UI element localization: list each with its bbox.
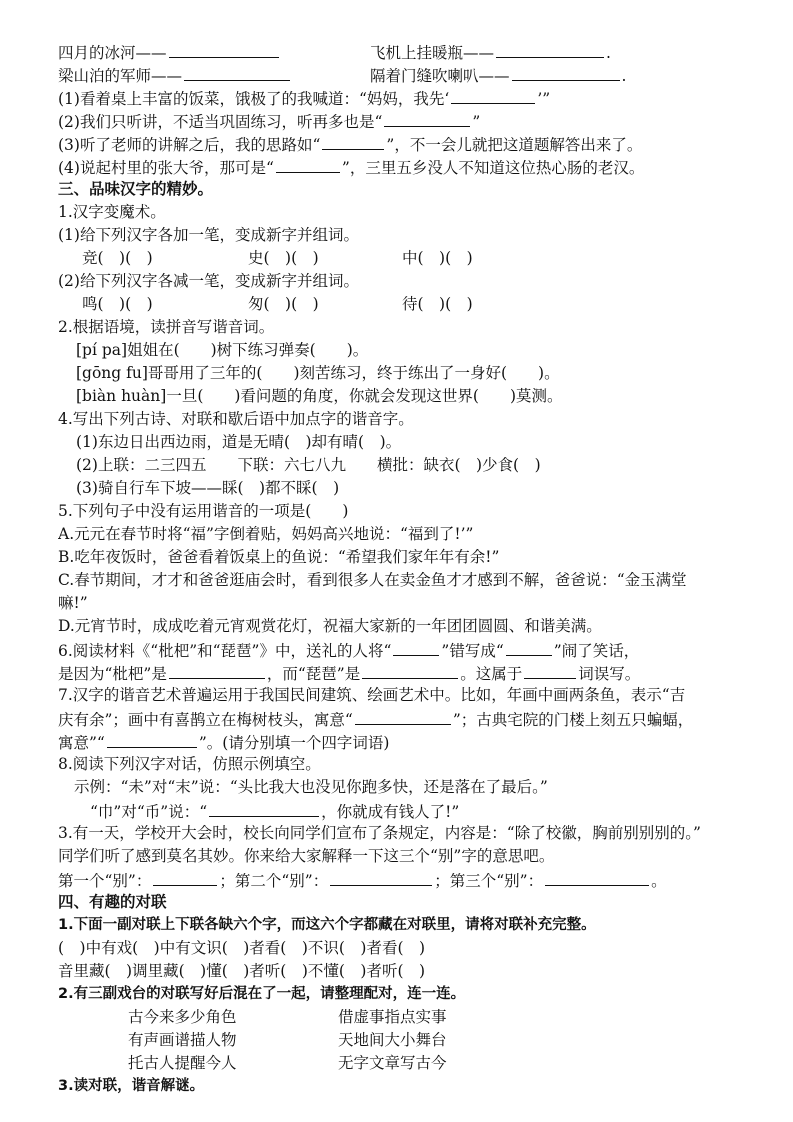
pair-right-2: 隔着门缝吹喇叭—— <box>370 67 510 85</box>
answer-blank[interactable] <box>362 661 458 679</box>
q7-text: 寓意”“ <box>58 734 105 752</box>
sentence-text: (3)听了老师的讲解之后，我的思路如“ <box>58 136 321 154</box>
answer-blank[interactable] <box>322 132 384 150</box>
q7-line-1: 7.汉字的谐音艺术普遍运用于我国民间建筑、绘画艺术中。比如，年画中画两条鱼，表示“吉 <box>58 686 686 704</box>
match-right-item[interactable]: 天地间大小舞台 <box>338 1031 447 1049</box>
match-right-item[interactable]: 无字文章写古今 <box>338 1054 447 1072</box>
char-item[interactable]: 史( )( ) <box>248 249 319 267</box>
q4-line-3[interactable]: (3)骑自行车下坡——睬( )都不睬( ) <box>76 479 340 497</box>
q6-text: 是因为“枇杷”是 <box>58 665 167 683</box>
q5-option-d[interactable]: D.元宵节时，成成吃着元宵观赏花灯，祝福大家新的一年团团圆圆、和谐美满。 <box>58 617 602 635</box>
q5-option-b[interactable]: B.吃年夜饭时，爸爸看着饭桌上的鱼说：“希望我们家年年有余!” <box>58 548 500 566</box>
sentence-text: ”，不一会儿就把这道题解答出来了。 <box>386 136 643 154</box>
q6-text: ，而“琵琶”是 <box>266 665 361 683</box>
char-item[interactable]: 匆( )( ) <box>248 295 319 313</box>
q1-1-items <box>58 247 753 270</box>
q1-1-instruction: (1)给下列汉字各加一笔，变成新字并组词。 <box>58 226 359 244</box>
q6-line-1 <box>58 638 753 661</box>
q6-text: ”闹了笑话， <box>553 642 640 660</box>
q6-line-2 <box>58 661 753 684</box>
q3-text: 。 <box>651 872 667 890</box>
q7-line-2 <box>58 707 753 730</box>
q3-blanks <box>58 868 753 891</box>
answer-blank[interactable] <box>384 109 470 127</box>
answer-blank[interactable] <box>524 661 576 679</box>
answer-blank[interactable] <box>169 661 265 679</box>
s4-q3-heading: 3.读对联，谐音解谜。 <box>58 1078 205 1094</box>
match-row-3 <box>58 1052 753 1075</box>
q7-text: ”；古典宅院的门楼上刻五只蝙蝠， <box>452 711 694 729</box>
q1-2-instruction: (2)给下列汉字各减一笔，变成新字并组词。 <box>58 272 359 290</box>
couplet-upper[interactable]: ( )中有戏( )中有文识( )者看( )不识( )者看( ) <box>58 939 426 957</box>
pair-left-2: 梁山泊的军师—— <box>58 67 183 85</box>
answer-blank[interactable] <box>451 86 535 104</box>
s4-q1-heading: 1.下面一副对联上下联各缺六个字，而这六个字都藏在对联里，请将对联补充完整。 <box>58 917 596 933</box>
q7-text: ”。(请分别填一个四字词语) <box>198 734 390 752</box>
sentence-text: ’” <box>537 90 551 108</box>
q2-heading: 2.根据语境，读拼音写谐音词。 <box>58 318 275 336</box>
q5-option-c-cont: 嘛!” <box>58 594 88 612</box>
match-left-item[interactable]: 古今来多少角色 <box>128 1008 237 1026</box>
char-item[interactable]: 中( )( ) <box>402 249 473 267</box>
q5-option-c[interactable]: C.春节期间，才才和爸爸逛庙会时，看到很多人在卖金鱼才才感到不解，爸爸说：“金玉满堂 <box>58 571 687 589</box>
q3-line-2: 同学们听了感到莫名其妙。你来给大家解释一下这三个“别”字的意思吧。 <box>58 847 555 865</box>
q2-line-3[interactable]: [biàn huàn]一旦( )看问题的角度，你就会发现这世界( )莫测。 <box>76 387 563 405</box>
q1-heading: 1.汉字变魔术。 <box>58 203 166 221</box>
q3-text: ；第三个“别”： <box>434 872 544 890</box>
answer-blank[interactable] <box>169 40 279 58</box>
answer-blank[interactable] <box>184 63 290 81</box>
q6-text: 6.阅读材料《“枇杷”和“琵琶”》中，送礼的人将“ <box>58 642 392 660</box>
sentence-text: (2)我们只听讲，不适当巩固练习，听再多也是“ <box>58 113 383 131</box>
match-left-item[interactable]: 有声画谱描人物 <box>128 1031 237 1049</box>
answer-blank[interactable] <box>276 155 340 173</box>
match-left-item[interactable]: 托古人提醒今人 <box>128 1054 237 1072</box>
q2-line-1[interactable]: [pí pa]姐姐在( )树下练习弹奏( )。 <box>76 341 369 359</box>
q2-line-2[interactable]: [gōng fu]哥哥用了三年的( )刻苦练习，终于练出了一身好( )。 <box>76 364 560 382</box>
q7-text: 庆有余”；画中有喜鹊立在梅树枝头，寓意“ <box>58 711 353 729</box>
answer-blank[interactable] <box>393 638 439 656</box>
answer-blank[interactable] <box>107 730 197 748</box>
q6-text: 。这属于 <box>460 665 523 683</box>
q5-option-a[interactable]: A.元元在春节时将“福”字倒着贴，妈妈高兴地说：“福到了!’” <box>58 525 474 543</box>
q3-text: ；第二个“别”： <box>219 872 329 890</box>
section-4-title: 四、有趣的对联 <box>58 893 167 911</box>
fill-sentence-1 <box>58 86 753 109</box>
sentence-text: ” <box>472 113 481 131</box>
q6-text: ”错写成“ <box>441 642 504 660</box>
answer-blank[interactable] <box>330 868 432 886</box>
answer-blank[interactable] <box>153 868 217 886</box>
sentence-text: (1)看着桌上丰富的饭菜，饿极了的我喊道：“妈妈，我先‘ <box>58 90 450 108</box>
match-row-1 <box>58 1006 753 1029</box>
q4-line-2[interactable]: (2)上联：二三四五 下联：六七八九 横批：缺衣( )少食( ) <box>76 456 541 474</box>
answer-blank[interactable] <box>512 63 620 81</box>
q8-text: “巾”对“币”说：“ <box>90 803 208 821</box>
pair-left-1: 四月的冰河—— <box>58 44 167 62</box>
pair-row-1: 四月的冰河—— 飞机上挂暖瓶—— . <box>58 40 753 63</box>
q3-text: 第一个“别”： <box>58 872 152 890</box>
q8-fill <box>90 799 753 822</box>
char-item[interactable]: 待( )( ) <box>402 295 473 313</box>
pair-right-1: 飞机上挂暖瓶—— <box>370 44 495 62</box>
q6-text: 词误写。 <box>578 665 641 683</box>
sentence-text: ”，三里五乡没人不知道这位热心肠的老汉。 <box>341 159 645 177</box>
answer-blank[interactable] <box>496 40 604 58</box>
fill-sentence-2 <box>58 109 753 132</box>
q5-heading: 5.下列句子中没有运用谐音的一项是( ) <box>58 502 349 520</box>
q8-example: 示例：“未”对“末”说：“头比我大也没见你跑多快，还是落在了最后。” <box>74 778 548 796</box>
pair-row-2: 梁山泊的军师—— 隔着门缝吹喇叭—— . <box>58 63 753 86</box>
q8-heading: 8.阅读下列汉字对话，仿照示例填空。 <box>58 755 321 773</box>
q4-line-1[interactable]: (1)东边日出西边雨，道是无晴( )却有晴( )。 <box>76 433 402 451</box>
q3-line-1: 3.有一天，学校开大会时，校长向同学们宣布了条规定，内容是：“除了校徽，胸前别别别的。” <box>58 824 701 842</box>
answer-blank[interactable] <box>355 707 451 725</box>
q1-2-items <box>58 293 753 316</box>
char-item[interactable]: 鸣( )( ) <box>82 295 153 313</box>
match-row-2 <box>58 1029 753 1052</box>
fill-sentence-3 <box>58 132 753 155</box>
fill-sentence-4 <box>58 155 753 178</box>
section-3-title: 三、品味汉字的精妙。 <box>58 180 214 198</box>
answer-blank[interactable] <box>506 638 552 656</box>
q4-heading: 4.写出下列古诗、对联和歇后语中加点字的谐音字。 <box>58 410 414 428</box>
q8-text: ，你就成有钱人了!” <box>321 803 460 821</box>
sentence-text: (4)说起村里的张大爷，那可是“ <box>58 159 274 177</box>
char-item[interactable]: 竞( )( ) <box>82 249 153 267</box>
answer-blank[interactable] <box>209 799 319 817</box>
couplet-lower[interactable]: 音里藏( )调里藏( )懂( )者听( )不懂( )者听( ) <box>58 962 426 980</box>
s4-q2-heading: 2.有三副戏台的对联写好后混在了一起，请整理配对，连一连。 <box>58 986 466 1002</box>
q7-line-3 <box>58 730 753 753</box>
match-right-item[interactable]: 借虚事指点实事 <box>338 1008 447 1026</box>
answer-blank[interactable] <box>545 868 649 886</box>
